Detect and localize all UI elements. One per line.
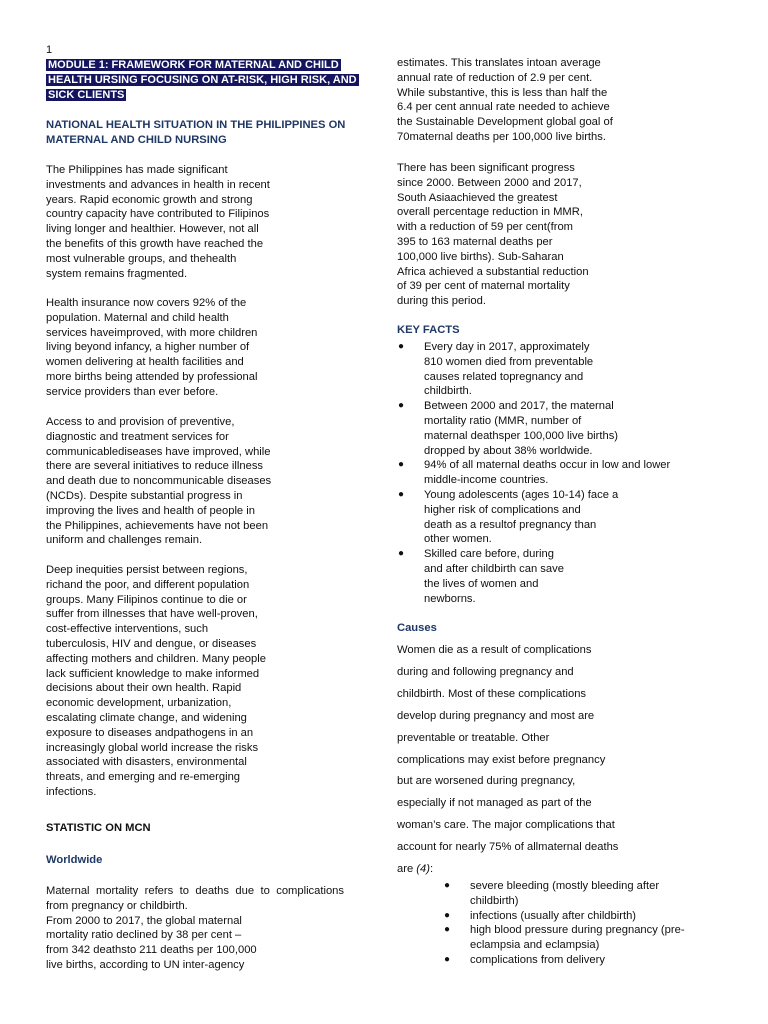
list-item-line: 94% of all maternal deaths occur in low and lower [424, 459, 671, 472]
paragraph-line: estimates. This translates intoan average [397, 57, 601, 69]
paragraph-1 [46, 163, 270, 281]
worldwide-paragraph [46, 884, 344, 973]
paragraph-line: develop during pregnancy and most are [397, 709, 595, 722]
paragraph-line: service providers than ever before. [46, 385, 219, 398]
paragraph-line: more births being attended by professional [46, 370, 258, 383]
paragraph-line: Maternal mortality refers to deaths due to complications [46, 885, 344, 897]
complication-item [444, 909, 730, 924]
paragraph-line: the Sustainable Development global goal of [397, 116, 613, 129]
paragraph-line: account for nearly 75% of allmaternal deaths [397, 841, 619, 854]
paragraph-line: live births, according to UN inter-agency [46, 958, 245, 971]
section-heading [46, 118, 345, 148]
paragraph-line: suffer from illnesses that have well-proven, [46, 608, 258, 621]
paragraph-line: country capacity have contributed to Filipinos [46, 208, 270, 221]
paragraph-line: lack sufficient knowledge to make informed [46, 667, 260, 680]
bullet-icon: ● [398, 488, 405, 500]
complications-list [444, 879, 730, 968]
list-item-line: middle-income countries. [424, 474, 549, 487]
paragraph-line: annual rate of reduction of 2.9 per cent. [397, 71, 593, 84]
paragraph-line: Africa achieved a substantial reduction [397, 265, 589, 278]
paragraph-line: increasingly global world increase the risks [46, 741, 259, 754]
paragraph-line: woman’s care. The major complications that [397, 819, 615, 832]
complication-item [444, 953, 730, 968]
paragraph-line: richand the poor, and different population [46, 578, 250, 591]
paragraph-line: preventable or treatable. Other [397, 731, 550, 744]
paragraph-line: since 2000. Between 2000 and 2017, [397, 176, 582, 189]
list-item-line: Between 2000 and 2017, the maternal [424, 400, 614, 413]
module-title-line: MODULE 1: FRAMEWORK FOR MATERNAL AND CHILD [48, 59, 339, 71]
list-item-line: eclampsia and eclampsia) [470, 939, 600, 952]
key-fact-item [398, 547, 724, 606]
page-number: 1 [46, 44, 53, 56]
paragraph-line: there are several initiatives to reduce illness [46, 460, 264, 473]
key-fact-item [398, 488, 724, 547]
paragraph-line: uniform and challenges remain. [46, 534, 203, 547]
paragraph-line: communicablediseases have improved, while [46, 445, 271, 458]
bullet-icon: ● [444, 880, 451, 891]
paragraph-line: The Philippines has made significant [46, 164, 228, 176]
paragraph-line: cost-effective interventions, such [46, 623, 209, 636]
list-item-line: childbirth. [424, 385, 472, 398]
key-fact-item [398, 399, 724, 458]
paragraph-line: mortality ratio declined by 38 per cent – [46, 929, 242, 942]
paragraph-line: services haveimproved, with more children [46, 326, 258, 339]
list-item-line: dropped by about 38% worldwide. [424, 444, 593, 457]
paragraph-line: Deep inequities persist between regions, [46, 564, 248, 576]
list-item-line: severe bleeding (mostly bleeding after [470, 880, 660, 892]
paragraph-line: Access to and provision of preventive, [46, 416, 235, 428]
list-item-line: high blood pressure during pregnancy (pre- [470, 924, 685, 937]
list-item-line: Young adolescents (ages 10-14) face a [424, 488, 619, 501]
complication-item [444, 879, 730, 909]
bullet-icon: ● [444, 953, 451, 965]
list-item-line: higher risk of complications and [424, 503, 581, 516]
list-item-line: Skilled care before, during [424, 548, 554, 561]
paragraph-line: from 342 deathsto 211 deaths per 100,000 [46, 944, 257, 957]
paragraph-line: decisions about their own health. Rapid [46, 682, 242, 695]
paragraph-line: childbirth. Most of these complications [397, 687, 587, 700]
paragraph-line: While substantive, this is less than half the [397, 86, 608, 99]
paragraph-line: diagnostic and treatment services for [46, 430, 229, 443]
paragraph-line: improving the lives and health of people in [46, 504, 255, 517]
bullet-icon: ● [398, 400, 405, 412]
paragraph-line: There has been significant progress [397, 162, 575, 174]
list-item-line: mortality ratio (MMR, number of [424, 414, 582, 427]
paragraph-2 [46, 296, 257, 400]
paragraph-line: women delivering at health facilities and [46, 356, 244, 369]
paragraph-line: most vulnerable groups, and thehealth [46, 252, 237, 265]
continuation-paragraph [397, 56, 613, 145]
paragraph-line: exposure to diseases andpathogens in an [46, 726, 254, 739]
paragraph-line: 395 to 163 maternal deaths per [397, 235, 553, 248]
list-item-line: and after childbirth can save [424, 562, 564, 575]
paragraph-line: groups. Many Filipinos continue to die or [46, 593, 247, 606]
paragraph-line: living beyond infancy, a higher number of [46, 341, 250, 354]
paragraph-line [397, 859, 618, 881]
list-item-line: causes related topregnancy and [424, 370, 584, 383]
paragraph-line: and death due to noncommunicable diseases [46, 475, 272, 488]
paragraph-line: infections. [46, 785, 97, 798]
list-item-line: Every day in 2017, approximately [424, 341, 590, 353]
key-fact-item [398, 340, 724, 399]
paragraph-line: during this period. [397, 295, 486, 308]
list-item-line: maternal deathsper 100,000 live births) [424, 429, 619, 442]
paragraph-line: tuberculosis, HIV and dengue, or diseases [46, 637, 257, 650]
paragraph-line: system remains fragmented. [46, 267, 188, 280]
paragraph-line: escalating climate change, and widening [46, 711, 247, 724]
list-item-line: death as a resultof pregnancy than [424, 518, 597, 531]
paragraph-line: threats, and emerging and re-emerging [46, 771, 241, 784]
paragraph-line: South Asiaachieved the greatest [397, 191, 558, 204]
heading-line: MATERNAL AND CHILD NURSING [46, 133, 227, 146]
list-item-line: newborns. [424, 592, 476, 605]
causes-paragraph [397, 640, 618, 881]
bullet-icon: ● [444, 924, 451, 936]
paragraph-line: associated with disasters, environmental [46, 756, 247, 769]
module-title [46, 58, 359, 102]
paragraph-line: 100,000 live births). Sub-Saharan [397, 250, 564, 263]
paragraph-line: but are worsened during pregnancy, [397, 775, 576, 788]
paragraph-line: complications may exist before pregnancy [397, 753, 606, 766]
paragraph-line: population. Maternal and child health [46, 311, 229, 324]
key-facts-heading: KEY FACTS [397, 324, 460, 336]
paragraph-line: living longer and healthier. However, not all [46, 223, 259, 236]
paragraph-line: years. Rapid economic growth and strong [46, 193, 253, 206]
paragraph-line: Women die as a result of complications [397, 644, 592, 656]
key-facts-list [398, 340, 724, 606]
paragraph-line: 6.4 per cent annual rate needed to achieve [397, 101, 610, 114]
statistic-heading: STATISTIC ON MCN [46, 822, 151, 834]
paragraph-line: affecting mothers and children. Many people [46, 652, 266, 665]
paragraph-line: (NCDs). Despite substantial progress in [46, 489, 243, 502]
module-title-line: HEALTH URSING FOCUSING ON AT-RISK, HIGH RISK, AND [48, 73, 357, 86]
list-item-line: infections (usually after childbirth) [470, 909, 637, 922]
bullet-icon: ● [398, 548, 405, 560]
bullet-icon: ● [398, 341, 405, 352]
bullet-icon: ● [398, 459, 405, 471]
worldwide-heading: Worldwide [46, 854, 103, 866]
list-item-line: 810 women died from preventable [424, 355, 594, 368]
heading-line: NATIONAL HEALTH SITUATION IN THE PHILIPPINES ON [46, 119, 346, 131]
paragraph-line: with a reduction of 59 per cent(from [397, 221, 573, 234]
text-span: : [429, 863, 434, 876]
paragraph-line: during and following pregnancy and [397, 665, 574, 678]
paragraph-line: the Philippines, achievements have not been [46, 519, 269, 532]
paragraph-line: 70maternal deaths per 100,000 live births. [397, 130, 606, 143]
list-item-line: childbirth) [470, 894, 519, 907]
paragraph-line: economic development, urbanization, [46, 697, 232, 710]
paragraph-3 [46, 415, 271, 548]
paragraph-line: Health insurance now covers 92% of the [46, 297, 247, 309]
progress-paragraph [397, 161, 589, 309]
text-span: are [397, 863, 417, 876]
paragraph-line: investments and advances in health in recent [46, 178, 270, 191]
bullet-icon: ● [444, 909, 451, 921]
list-item-line: complications from delivery [470, 953, 605, 966]
paragraph-line: From 2000 to 2017, the global maternal [46, 914, 242, 927]
paragraph-line: especially if not managed as part of the [397, 797, 592, 810]
paragraph-line: of 39 per cent of maternal mortality [397, 280, 570, 293]
complication-item [444, 923, 730, 953]
paragraph-line: the benefits of this growth have reached the [46, 237, 264, 250]
key-fact-item [398, 458, 724, 488]
causes-heading: Causes [397, 622, 437, 634]
paragraph-line: from pregnancy or childbirth. [46, 899, 188, 912]
reference-mark: (4) [416, 863, 430, 876]
paragraph-line: overall percentage reduction in MMR, [397, 206, 583, 219]
paragraph-4 [46, 563, 266, 800]
list-item-line: the lives of women and [424, 577, 539, 590]
list-item-line: other women. [424, 533, 492, 546]
module-title-line: SICK CLIENTS [48, 88, 125, 101]
